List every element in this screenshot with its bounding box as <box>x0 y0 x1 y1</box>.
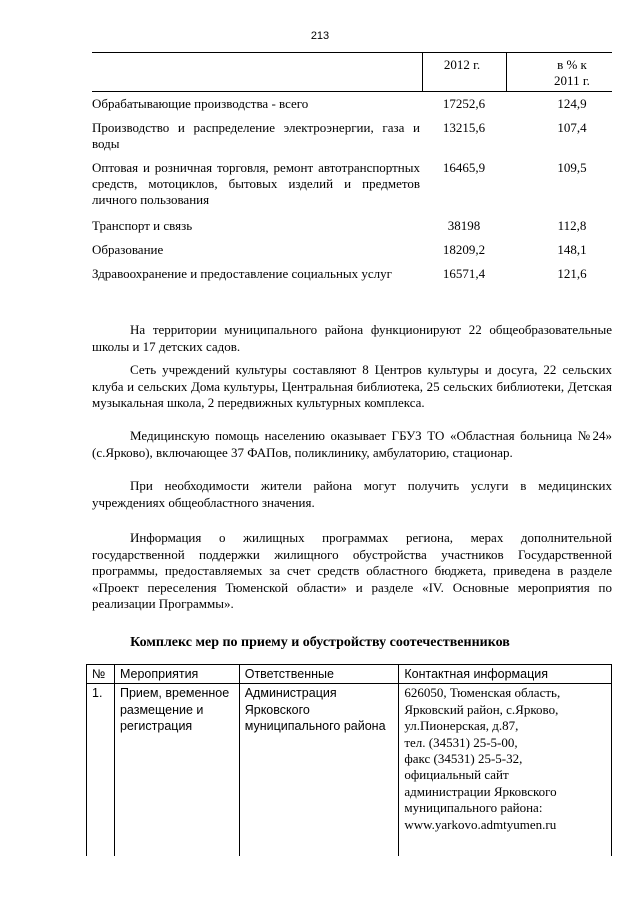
stats-row <box>92 266 612 282</box>
stats-row-value-2012: 13215,6 <box>442 120 486 135</box>
stats-table-header <box>92 52 612 92</box>
stats-row-name: Обрабатывающие производства - всего <box>92 96 309 111</box>
stats-row-value-2012: 18209,2 <box>442 242 486 257</box>
stats-row <box>92 242 612 258</box>
stats-row-percent: 107,4 <box>557 120 587 135</box>
stats-row <box>92 218 612 234</box>
stats-row-value-2012: 16465,9 <box>442 160 486 175</box>
column-header-year: 2012 г. <box>443 57 481 72</box>
stats-row <box>92 160 612 208</box>
contact-line: Ярковский район, с.Ярково, <box>404 701 559 717</box>
paragraph-schools: На территории муниципального района функционируют 22 общеобразовательные школы и 17 детских садов. <box>92 322 612 354</box>
stats-row-name: Оптовая и розничная торговля, ремонт автотранспортных средств, мотоциклов, бытовых изделий и предметов личного пользования <box>92 160 420 207</box>
table-row <box>87 684 612 857</box>
column-header-percent-line2: 2011 г. <box>554 73 590 88</box>
stats-row-name: Образование <box>92 242 164 257</box>
contact-line: тел. (34531) 25-5-00, <box>404 734 518 750</box>
stats-table <box>92 52 612 282</box>
stats-row-value-2012: 16571,4 <box>442 266 486 281</box>
row-number: 1. <box>87 684 115 857</box>
stats-row-name: Производство и распределение электроэнергии, газа и воды <box>92 120 420 151</box>
stats-row <box>92 120 612 152</box>
measures-table-header <box>87 665 612 684</box>
contact-line: официальный сайт <box>404 767 509 783</box>
stats-row-value-2012: 17252,6 <box>442 96 486 111</box>
contact-line: www.yarkovo.admtyumen.ru <box>404 816 557 832</box>
column-header-percent <box>532 57 612 89</box>
row-responsible: Администрация Ярковского муниципального района <box>239 684 399 857</box>
measures-table <box>86 664 612 856</box>
contact-line: администрации Ярковского <box>404 783 557 799</box>
paragraph-medical: Медицинскую помощь населению оказывает ГБУЗ ТО «Областная больница №24» (с.Ярково), включающее 37 ФАПов, поликлинику, амбулаторию, стационар. <box>92 428 612 460</box>
header-contact: Контактная информация <box>399 665 612 684</box>
stats-row-percent: 124,9 <box>557 96 587 111</box>
paragraph-services: При необходимости жители района могут получить услуги в медицинских учреждениях общеобластного значения. <box>92 478 612 510</box>
contact-line: ул.Пионерская, д.87, <box>404 718 519 734</box>
stats-row-percent: 109,5 <box>557 160 587 175</box>
stats-row-name: Здравоохранение и предоставление социальных услуг <box>92 266 392 281</box>
section-heading: Комплекс мер по приему и обустройству соотечественников <box>130 635 510 650</box>
contact-line: муниципального района: <box>404 800 543 816</box>
paragraph-culture: Сеть учреждений культуры составляют 8 Центров культуры и досуга, 22 сельских клуба и сельских Дома культуры, Центральная библиотека, 25 сельских библиотеки, Детская музыкальная школа, 2 передвижных культурных комплекса. <box>92 362 612 411</box>
header-measures: Мероприятия <box>114 665 239 684</box>
paragraph-housing-info: Информация о жилищных программах региона, мерах дополнительной государственной поддержки жилищного обустройства участников Государственной программы, предоставляемых за счет средств областного бюджета, приведена в разделе «Проект переселения Тюменской области» и разделе «IV. Основные мероприятия по реализации Программы». <box>92 530 612 612</box>
header-responsible: Ответственные <box>239 665 399 684</box>
page-number: 213 <box>310 30 330 42</box>
stats-row-percent: 112,8 <box>557 218 587 233</box>
row-measure: Прием, временное размещение и регистрация <box>114 684 239 857</box>
stats-row-value-2012: 38198 <box>447 218 481 233</box>
contact-line: 626050, Тюменская область, <box>404 685 561 701</box>
stats-row-name: Транспорт и связь <box>92 218 193 233</box>
stats-row-percent: 148,1 <box>557 242 587 257</box>
column-header-percent-line1: в % к <box>557 57 587 72</box>
row-contact <box>399 684 612 857</box>
column-divider <box>506 53 507 91</box>
contact-line: факс (34531) 25-5-32, <box>404 751 523 767</box>
header-number: № <box>87 665 115 684</box>
stats-row-percent: 121,6 <box>557 266 587 281</box>
stats-row <box>92 96 612 112</box>
